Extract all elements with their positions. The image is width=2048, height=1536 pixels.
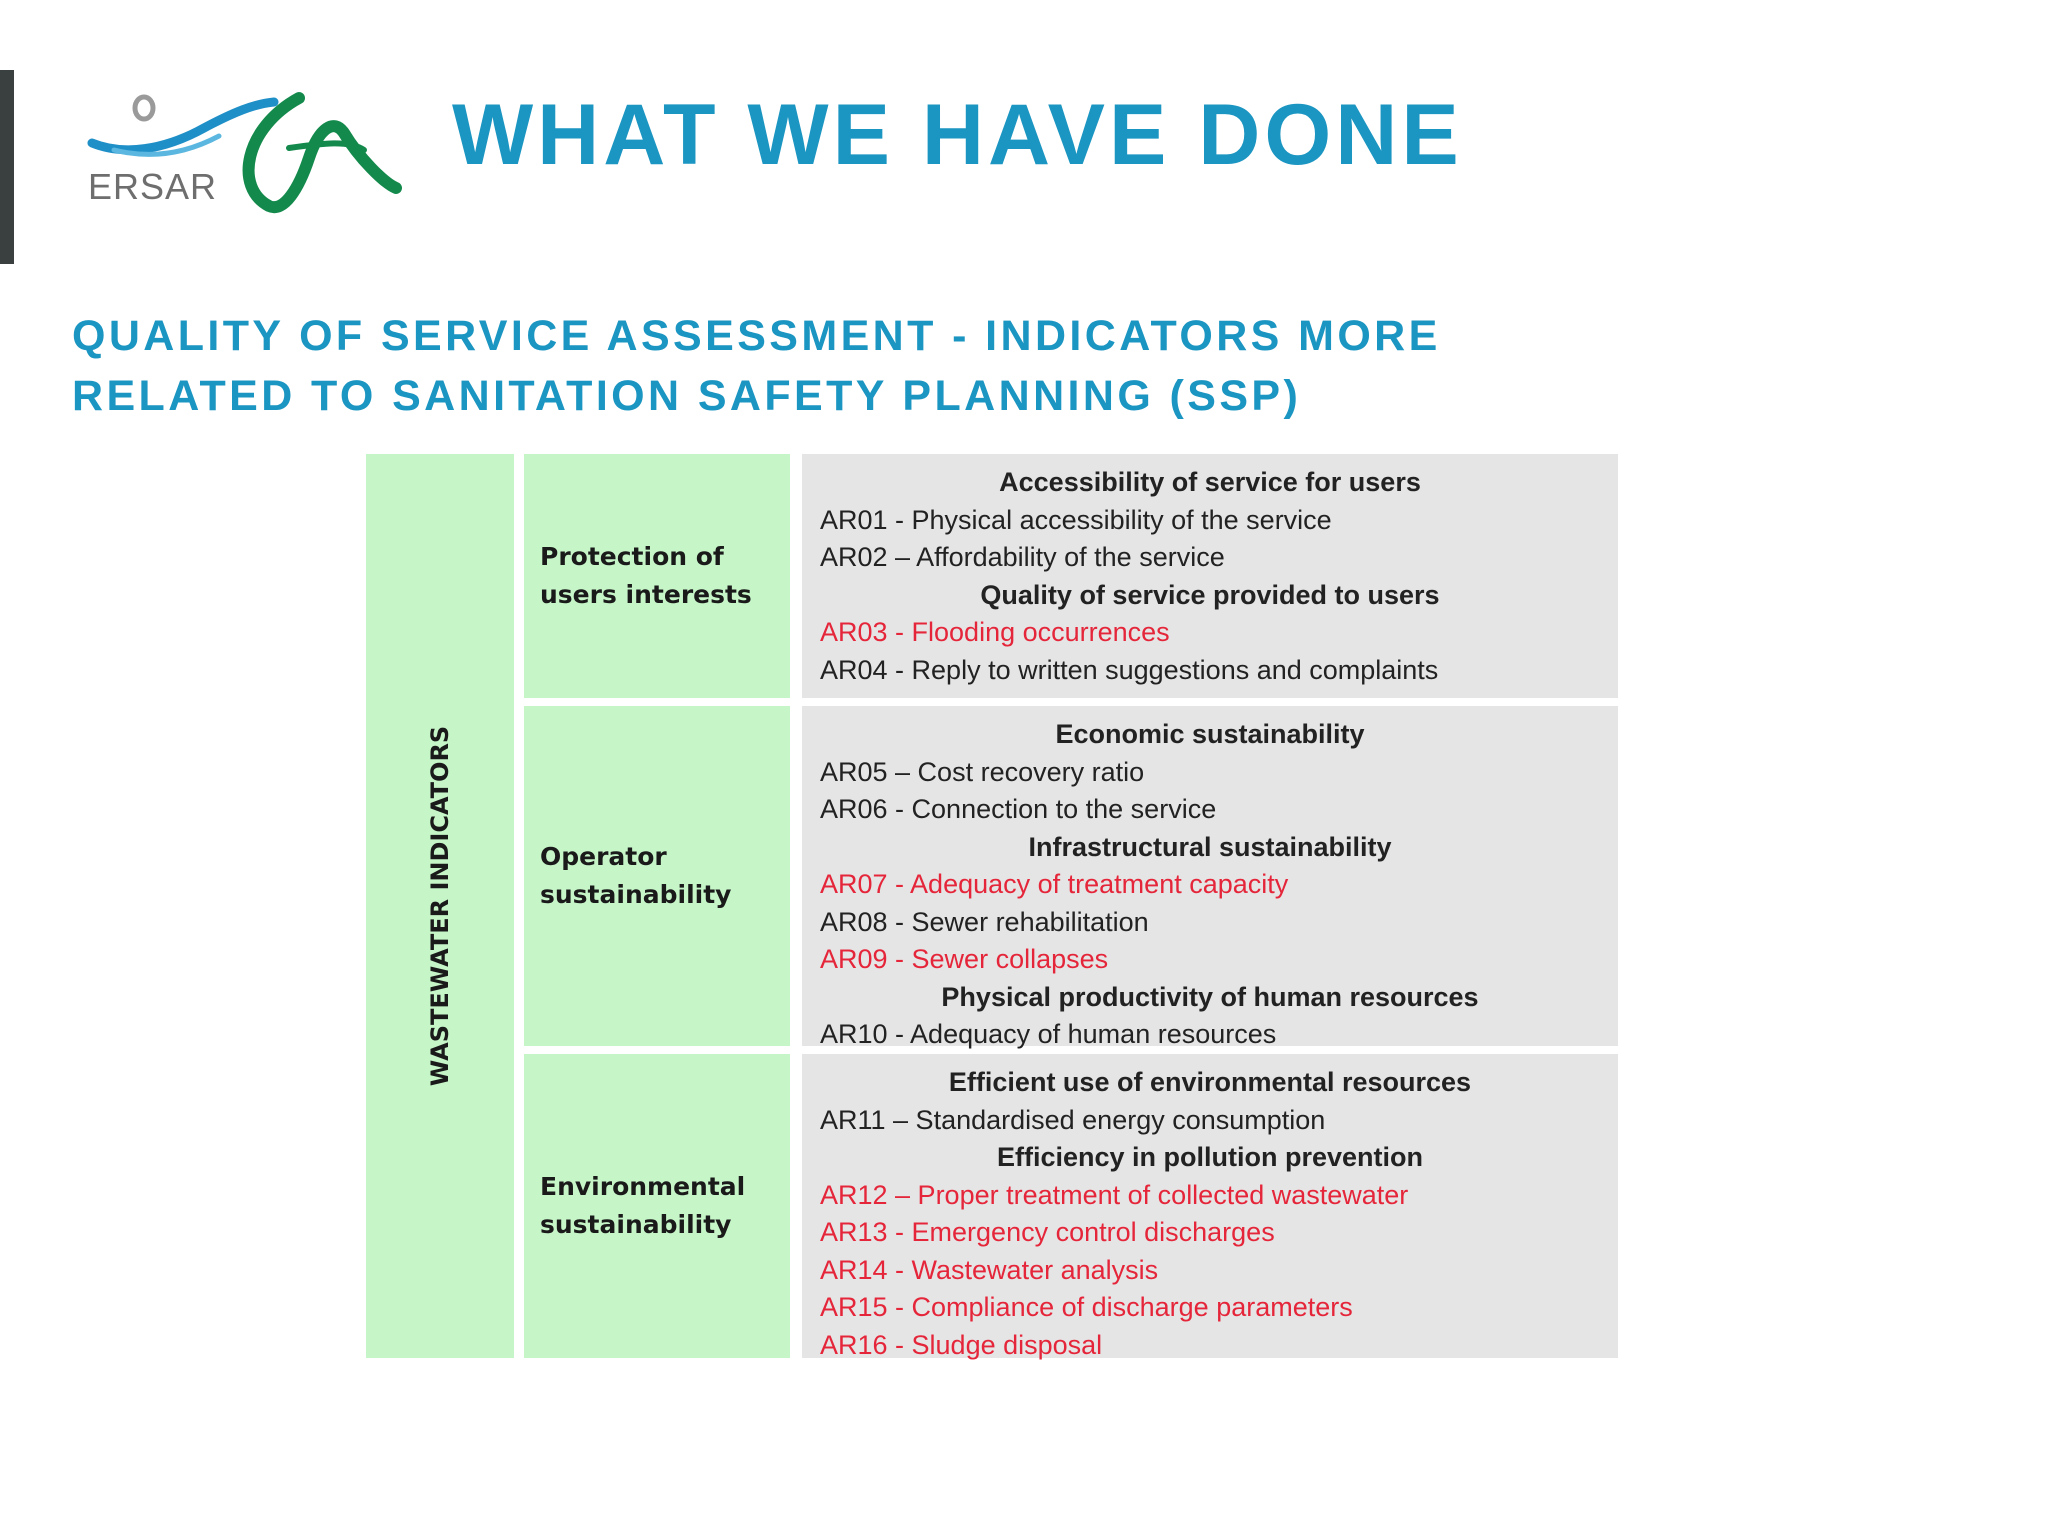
indicator-item: AR10 - Adequacy of human resources [820,1019,1277,1049]
indicator-list [802,454,1618,698]
indicator-list [802,1054,1618,1358]
ersar-logo [84,88,404,228]
logo-text: ERSAR [88,166,218,207]
indicator-item: AR08 - Sewer rehabilitation [820,906,1149,937]
wastewater-indicators-label: WASTEWATER INDICATORS [426,725,454,1087]
indicator-heading: Efficiency in pollution prevention [996,1142,1424,1172]
category-label: Operator sustainability [540,842,732,909]
indicator-item: AR02 – Affordability of the service [820,542,1225,572]
category-label: Protection of users interests [540,542,752,609]
wastewater-indicators-column [366,454,514,1358]
indicator-heading: Infrastructural sustainability [1028,831,1392,862]
indicator-item: AR04 - Reply to written suggestions and complaints [820,654,1439,685]
indicator-item-ssp: AR12 – Proper treatment of collected wastewater [820,1179,1409,1210]
indicator-item-ssp: AR13 - Emergency control discharges [820,1217,1275,1247]
slide-accent-bar [0,70,14,264]
indicator-item: AR01 - Physical accessibility of the service [820,504,1332,535]
indicator-heading: Accessibility of service for users [999,467,1421,497]
indicator-heading: Physical productivity of human resources [941,981,1479,1012]
indicator-heading: Efficient use of environmental resources [948,1067,1472,1097]
indicator-heading: Economic sustainability [1055,719,1365,749]
indicator-item-ssp: AR09 - Sewer collapses [820,944,1109,974]
indicator-item: AR05 – Cost recovery ratio [820,756,1145,787]
group-environmental-sustainability [524,1054,1618,1358]
indicator-item-ssp: AR15 - Compliance of discharge parameters [820,1292,1353,1322]
category-cell [524,454,790,698]
category-label: Environmental sustainability [540,1172,746,1239]
indicator-item-ssp: AR07 - Adequacy of treatment capacity [820,869,1289,899]
indicator-item-ssp: AR14 - Wastewater analysis [820,1254,1159,1285]
indicator-item-ssp: AR16 - Sludge disposal [820,1329,1103,1360]
indicator-item: AR11 – Standardised energy consumption [820,1104,1326,1135]
subtitle-line-2: RELATED TO SANITATION SAFETY PLANNING (SSP) [72,372,1302,420]
group-users-interests [524,454,1618,698]
indicator-list [802,706,1618,1049]
indicator-heading: Quality of service provided to users [980,579,1440,610]
category-cell [524,706,790,1046]
slide-title: WHAT WE HAVE DONE [452,87,1463,183]
subtitle-line-1: QUALITY OF SERVICE ASSESSMENT - INDICATORS MORE [72,312,1441,360]
category-cell [524,1054,790,1358]
indicator-item: AR06 - Connection to the service [820,794,1217,824]
slide-subtitle [72,306,1441,426]
group-operator-sustainability [524,706,1618,1049]
indicators-diagram [366,454,1618,1360]
indicator-item-ssp: AR03 - Flooding occurrences [820,617,1170,647]
